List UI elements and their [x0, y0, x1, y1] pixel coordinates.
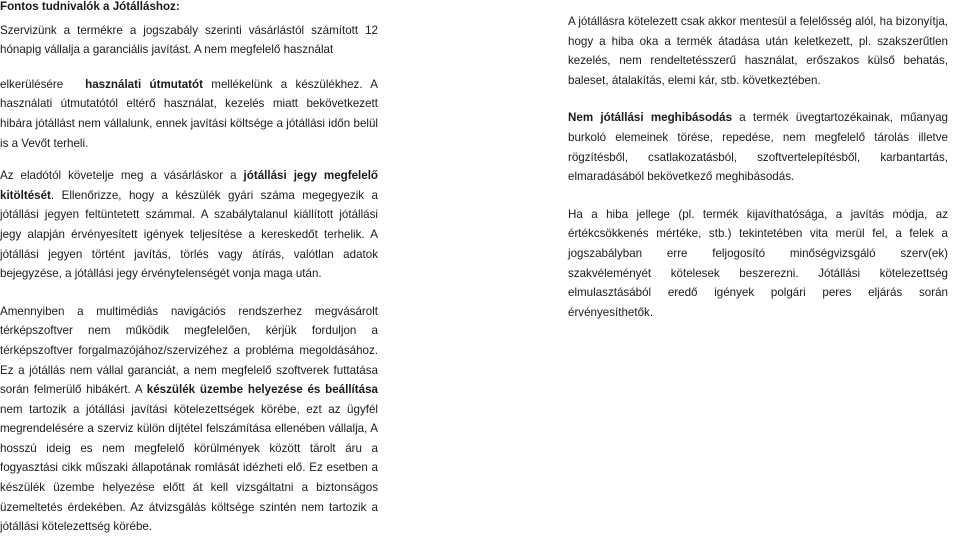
paragraph-1-text-c: mellékelünk a készülékhez. A használati útmutatótól eltérő használat, kezelés miatt bekövetkezett hibára jótállást nem vállalunk, ennek javítási költsége a jótállási időn belül is a Vevőt terheli.: [0, 77, 378, 150]
exemption-paragraph: A jótállásra kötelezett csak akkor mentesül a felelősség alól, ha bizonyítja, hogy a hiba oka a termék átadása után keletkezett, pl. szakszerűtlen kezelés, nem rendeltetésszerű használat, erőszakos külső behatás, baleset, átalakítás, elemi kár, stb. következtében.: [568, 15, 948, 87]
paragraph-1-text-a: elkerülésére: [0, 77, 64, 91]
dispute-paragraph: Ha a hiba jellege (pl. termék kijavíthatósága, a javítás módja, az értékcsökkenés mértéke, stb.) tekintetében vita merül fel, a felek a jogszabályban erre feljogosító minőségvizsgáló szerv(ek) szakvéleményét kötelesek beszerezni. Jótállási kötelezettség elmulasztásából eredő igények polgári peres eljárás során érvényesíthetők.: [568, 207, 948, 319]
non-warranty-paragraph: [568, 108, 948, 186]
paragraph-2-text-c: . Ellenőrizze, hogy a készülék gyári száma megegyezik a jótállási jegyen feltüntetett számmal. A szabálytalanul kiállított jótállási jegy alapján érvényesített igények teljesítése a kereskedőt terhelik. A jótállási jegyen történt javítás, törlés vagy átírás, valótlan adatok bejegyzése, a jótállási jegy érvénytelenségét vonja maga után.: [0, 188, 378, 281]
warranty-paragraph-1: [0, 21, 378, 60]
non-warranty-text: a termék üvegtartozékainak, műanyag burkoló elemeinek törése, repedése, nem megfelelő tárolás illetve rögzítésből, csatlakozatásból, szoftvertelepítésből, karbantartás, elmaradásából bekövetkező meghibásodás.: [568, 111, 948, 184]
paragraph-1-line-1: Szervizünk a termékre a jogszabály szerinti vásárlástól számított 12 hónapig vállalja a garanciális javítást. A nem megfelelő használat: [0, 23, 378, 57]
user-manual-emphasis: használati útmutatót: [85, 77, 203, 91]
warranty-paragraph-3: [0, 302, 378, 537]
right-column: [568, 12, 948, 336]
section-title: Fontos tudnivalók a Jótálláshoz:: [0, 0, 180, 13]
paragraph-2-text-a: Az eladótól követelje meg a vásárláskor a: [0, 169, 237, 183]
warranty-paragraph-1-cont: [0, 75, 378, 153]
fill-warranty-card-emphasis: jótállási jegy megfelelő kitöltését: [0, 169, 379, 202]
left-column: [0, 0, 378, 551]
non-warranty-emphasis: Nem jótállási meghibásodás: [568, 111, 733, 125]
installation-emphasis: készülék üzembe helyezése és beállítása: [146, 383, 378, 397]
paragraph-3-text-a: Amennyiben a multimédiás navigációs rendszerhez megvásárolt térképszoftver nem működik megfelelően, kérjük forduljon a térképszoftver forgalmazójához/szervizéhez a probléma megoldásához. Ez a jótállás nem vállal garanciát, a nem megfelelő szoftverek futtatása során felmerülő hibákért. A: [0, 304, 378, 397]
warranty-paragraph-2: [0, 166, 378, 284]
paragraph-3-text-c: nem tartozik a jótállási javítási kötelezettségek körébe, ezt az ügyfél megrendelésére a szerviz külön díjtétel felszámítása ellenében vállalja, A hosszú ideig es nem megfelelő körülmények között tárolt áru a fogyasztási cikk műszaki állapotának romlását idézheti elő. Ez esetben a készülék üzembe helyezése előtt át kell vizsgáltatni a biztonságos üzemeltetés érdekében. Az átvizsgálás költsége szintén nem tartozik a jótállási kötelezettség körébe.: [0, 402, 378, 534]
